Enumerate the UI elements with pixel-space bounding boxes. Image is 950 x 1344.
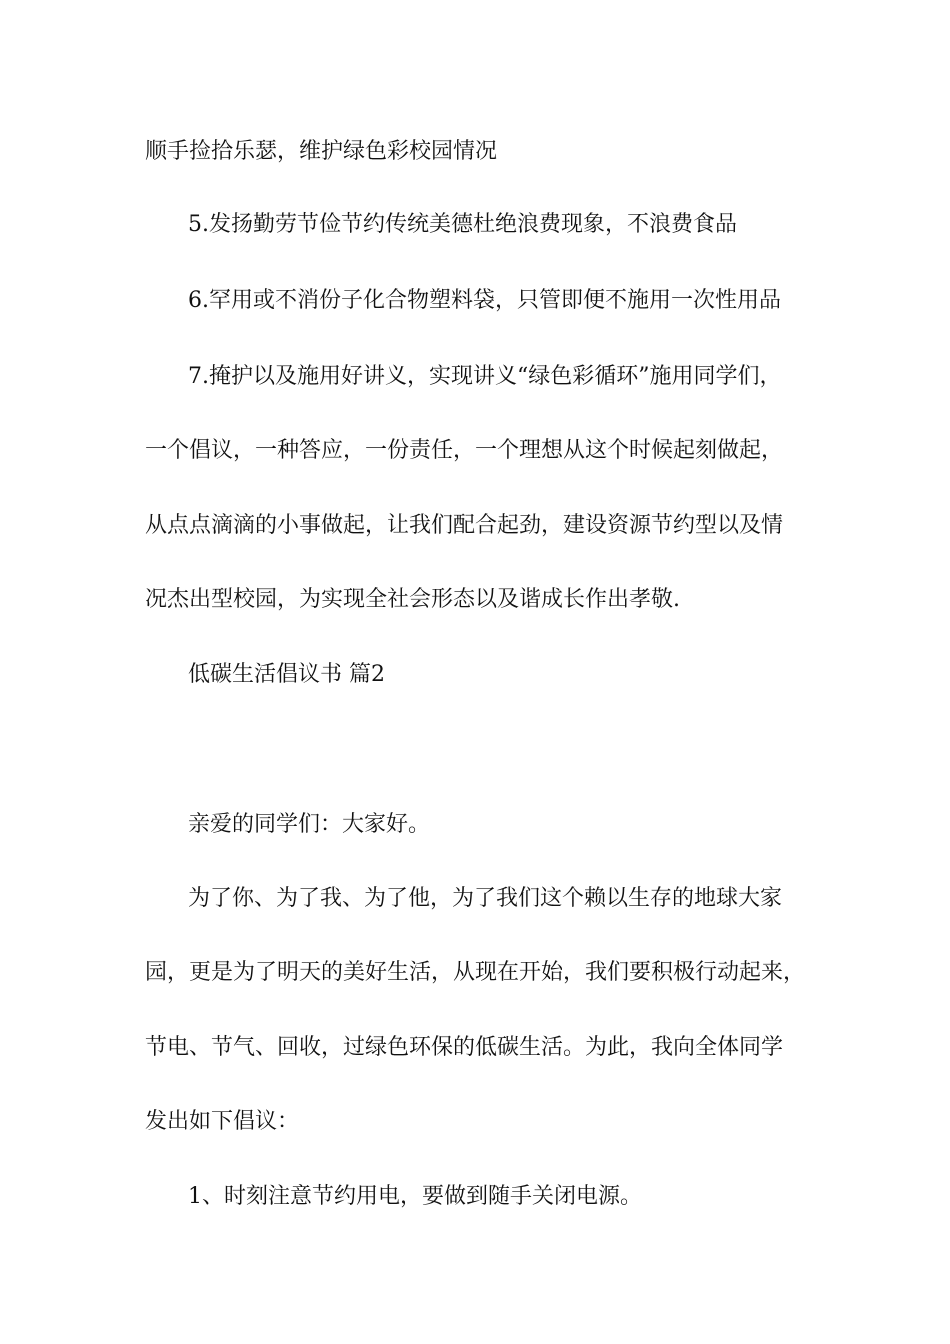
text-line-10: 为了你、为了我、为了他，为了我们这个赖以生存的地球大家 [188,886,783,911]
text-line-7: 况杰出型校园，为实现全社会形态以及谐成长作出孝敬. [145,587,680,612]
text-line-11: 园，更是为了明天的美好生活，从现在开始，我们要积极行动起来， [145,960,806,985]
section-heading: 低碳生活倡议书 篇2 [188,662,385,687]
text-line-2: 5.发扬勤劳节俭节约传统美德杜绝浪费现象，不浪费食品 [188,212,737,237]
text-line-6: 从点点滴滴的小事做起，让我们配合起劲，建设资源节约型以及情 [145,513,784,538]
text-line-5: 一个倡议，一种答应，一份责任，一个理想从这个时候起刻做起， [145,438,784,463]
text-line-12: 节电、节气、回收，过绿色环保的低碳生活。为此，我向全体同学 [145,1035,784,1060]
text-line-1: 顺手捡拾乐瑟，维护绿色彩校园情况 [145,139,498,164]
text-line-14: 1、时刻注意节约用电，要做到随手关闭电源。 [188,1184,642,1209]
text-line-13: 发出如下倡议： [145,1109,300,1134]
text-line-4: 7.掩护以及施用好讲义，实现讲义“绿色彩循环”施用同学们， [188,364,782,389]
greeting-line: 亲爱的同学们：大家好。 [188,812,431,837]
text-line-3: 6.罕用或不消份子化合物塑料袋，只管即便不施用一次性用品 [188,288,781,313]
